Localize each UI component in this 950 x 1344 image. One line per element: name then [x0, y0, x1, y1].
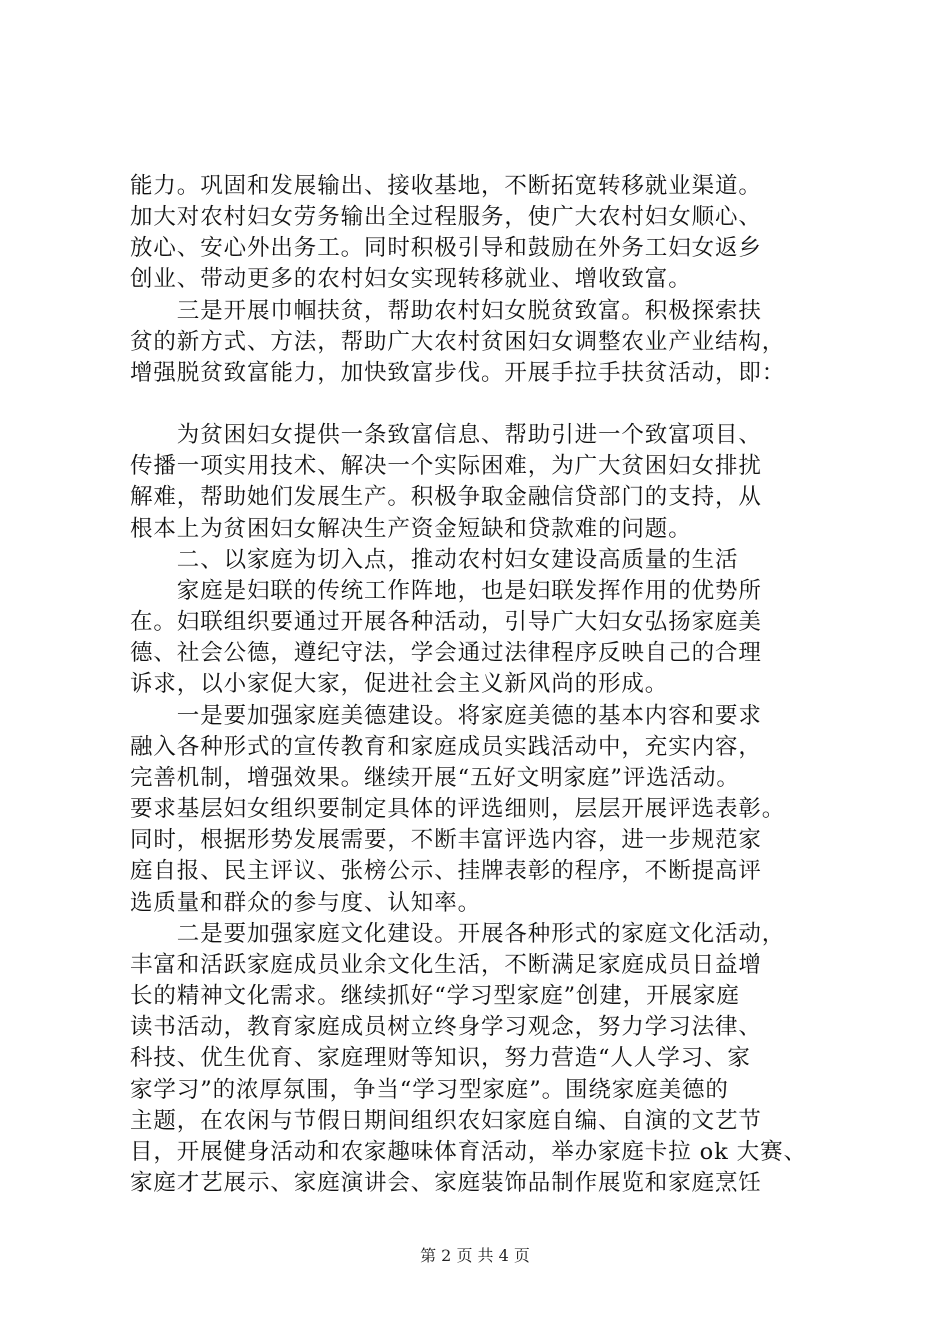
text-line: 贫的新方式、方法，帮助广大农村贫困妇女调整农业产业结构， [130, 329, 786, 355]
text-line: 完善机制，增强效果。继续开展“五好文明家庭”评选活动。 [130, 765, 740, 791]
text-line: 要求基层妇女组织要制定具体的评选细则，层层开展评选表彰。 [130, 796, 786, 822]
text-line: 一是要加强家庭美德建设。将家庭美德的基本内容和要求 [130, 703, 762, 729]
text-line: 在。妇联组织要通过开展各种活动，引导广大妇女弘扬家庭美 [130, 609, 762, 635]
text-line: 解难，帮助她们发展生产。积极争取金融信贷部门的支持，从 [130, 484, 762, 510]
text-line: 能力。巩固和发展输出、接收基地，不断拓宽转移就业渠道。 [130, 173, 762, 199]
text-line: 为贫困妇女提供一条致富信息、帮助引进一个致富项目、 [130, 422, 762, 448]
text-line: 放心、安心外出务工。同时积极引导和鼓励在外务工妇女返乡 [130, 235, 762, 261]
text-line: 二是要加强家庭文化建设。开展各种形式的家庭文化活动， [130, 921, 786, 947]
page-number-footer: 第 2 页 共 4 页 [420, 1246, 530, 1265]
text-line: 诉求，以小家促大家，促进社会主义新风尚的形成。 [130, 671, 669, 697]
text-line: 融入各种形式的宣传教育和家庭成员实践活动中，充实内容， [130, 734, 762, 760]
text-line: 根本上为贫困妇女解决生产资金短缺和贷款难的问题。 [130, 516, 692, 542]
text-line: 长的精神文化需求。继续抓好“学习型家庭”创建，开展家庭 [130, 983, 740, 1009]
text-line: 庭自报、民主评议、张榜公示、挂牌表彰的程序，不断提高评 [130, 858, 762, 884]
text-line: 加大对农村妇女劳务输出全过程服务，使广大农村妇女顺心、 [130, 204, 762, 230]
text-line: 同时，根据形势发展需要，不断丰富评选内容，进一步规范家 [130, 827, 762, 853]
text-line: 目，开展健身活动和农家趣味体育活动，举办家庭卡拉 ok 大赛、 [130, 1139, 807, 1165]
text-line: 主题，在农闲与节假日期间组织农妇家庭自编、自演的文艺节 [130, 1108, 762, 1134]
section-heading: 二、以家庭为切入点，推动农村妇女建设高质量的生活 [130, 547, 739, 573]
text-line: 家庭才艺展示、家庭演讲会、家庭装饰品制作展览和家庭烹饪 [130, 1170, 762, 1196]
text-line: 传播一项实用技术、解决一个实际困难，为广大贫困妇女排扰 [130, 453, 762, 479]
text-line: 读书活动，教育家庭成员树立终身学习观念，努力学习法律、 [130, 1014, 762, 1040]
text-line: 选质量和群众的参与度、认知率。 [130, 890, 482, 916]
text-line: 家庭是妇联的传统工作阵地，也是妇联发挥作用的优势所 [130, 578, 762, 604]
text-line: 增强脱贫致富能力，加快致富步伐。开展手拉手扶贫活动，即： [130, 360, 786, 386]
text-line: 家学习”的浓厚氛围，争当“学习型家庭”。围绕家庭美德的 [130, 1077, 729, 1103]
text-line: 三是开展巾帼扶贫，帮助农村妇女脱贫致富。积极探索扶 [130, 298, 762, 324]
text-line: 德、社会公德，遵纪守法，学会通过法律程序反映自己的合理 [130, 640, 762, 666]
text-line: 创业、带动更多的农村妇女实现转移就业、增收致富。 [130, 266, 692, 292]
text-line: 丰富和活跃家庭成员业余文化生活，不断满足家庭成员日益增 [130, 952, 762, 978]
text-line: 科技、优生优育、家庭理财等知识，努力营造“人人学习、家 [130, 1045, 751, 1071]
